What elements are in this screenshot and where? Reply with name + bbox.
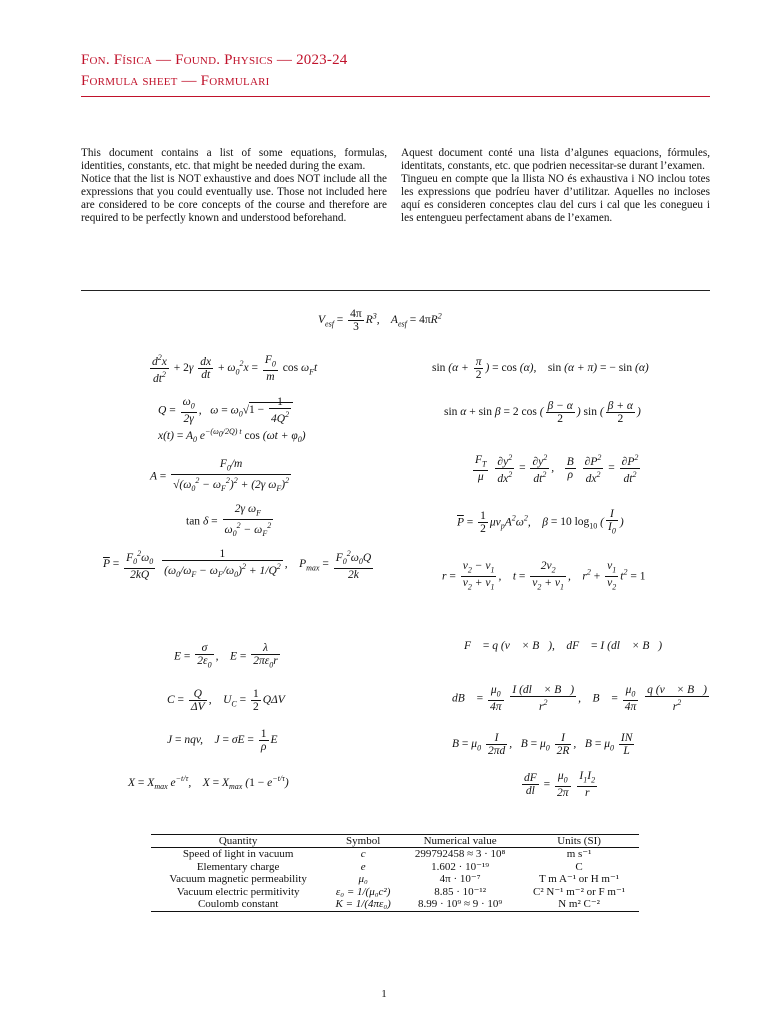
cell-symbol: K = 1/(4πε₀) [325,898,401,911]
header-quantity: Quantity [151,835,325,848]
cell-units: m s⁻¹ [566,848,592,860]
cell-symbol: μ₀ [358,873,368,886]
cell-value: 4π · 10⁻⁷ [439,873,481,886]
wave-intensity-eq: $\overline{P}$ = $\frac{1}{2}$ $\mu v_pA^2\omega^2$, β = 10 $\log_{10}$ ( $\frac{I}{I_0}$ ) [457,508,624,536]
sum-to-product-eq: sin α + sin β = 2 cos ( $\frac{\beta - \alpha}{2}$ ) sin ( $\frac{\beta + \alpha}{2}$ ) [444,400,641,425]
table-row [151,861,639,874]
intro-english [81,147,387,226]
header-symbol: Symbol [325,835,401,848]
intro-catalan-p2: Tingueu en compte que la llista NO és exhaustiva i NO inclou totes les expressions que podríeu haver d’utilitzar. Aquelles no incloses aquí es consideren conceptes clau del curs i cal que les conegueu i les entengueu perfectament abans de l’examen. [401,173,710,225]
lorentz-force-eq: F⃗ = q (v⃗ × B⃗), dF⃗ = I (dl⃗ × B⃗) [464,640,663,652]
cell-quantity: Vacuum magnetic permeability [169,873,307,886]
magnetic-field-configs-eq: $B = \mu_0$ $\frac{I}{2\pi d}$ , $B = \mu_0$ $\frac{I}{2R}$ , $B = \mu_0$ $\frac{IN}{L}$ [452,732,633,757]
parallel-wires-force-eq: $\frac{dF}{dl}$ = $\frac{\mu_0}{2\pi}$ $\frac{I_1I_2}{r}$ [524,770,596,800]
power-eq: $\overline{P}$ = $\frac{F_0^2\omega_0}{2kQ}$ $\frac{1}{(\omega_0/\omega_F - \omega_F/\omega_0)^2 + 1/Q^2}$ , $P_{max}$ = $\frac{F_0^2\omega_0Q}{2k}$ [103,548,372,582]
rc-transient-eq: $X = X_{max}$ $e^{-t/\tau}$, $X = X_{max}$ $(1 - e^{-t/\tau})$ [128,774,289,792]
biot-savart-eq: dB⃗ = $\frac{\mu_0}{4\pi}$ $\frac{I (dl⃗ \times B⃗)}{r^2}$ , B⃗ = $\frac{\mu_0}{4\pi}$ $\frac{q (v⃗ \times B⃗)}{r^2}$ [452,684,707,714]
cell-units: C² N⁻¹ m⁻² or F m⁻¹ [533,885,626,898]
cell-value: 8.99 · 10⁹ ≈ 9 · 10⁹ [401,898,519,911]
intro-catalan [401,147,710,226]
table-row [151,848,639,861]
table-row [151,873,639,886]
section-rule [81,290,710,291]
capacitance-eq: C = $\frac{Q}{\Delta V}$ , $U_C$ = $\frac{1}{2}$ QΔV [167,688,285,713]
cell-symbol: c [360,848,366,860]
header-value: Numerical value [401,835,519,848]
document-header [81,50,711,92]
table-header-row [151,835,639,848]
intro-english-p1: This document contains a list of some equations, formulas, identities, constants, etc. that might be needed during the exam. [81,147,387,173]
cell-quantity: Vacuum electric permitivity [176,885,300,898]
cell-value: 8.85 · 10⁻¹² [434,885,487,898]
cell-units: C [575,860,583,873]
cell-value: 1.602 · 10⁻¹⁹ [431,860,490,873]
electric-field-eq: E = $\frac{\sigma}{2\varepsilon_0}$ , E = $\frac{\lambda}{2\pi\varepsilon_0r}$ [174,642,278,670]
constants-table [151,834,639,912]
trig-shift-eq: sin (α + $\frac{\pi}{2}$ ) = cos (α), sin (α + π) = − sin (α) [432,356,649,381]
course-title: Fon. Física — Found. Physics — 2023-24 [81,52,348,68]
cell-quantity: Elementary charge [196,860,280,873]
cell-quantity: Coulomb constant [151,898,325,911]
cell-units: N m² C⁻² [519,898,639,911]
phase-eq: tan δ = $\frac{2\gamma \omega_F}{\omega_0^2 - \omega_F^2}$ [186,503,272,539]
intro-catalan-p1: Aquest document conté una lista d’algunes equacions, fórmules, identitats, constants, etc. que podrien necessitar-se durant l’examen. [401,147,710,173]
cell-units: T m A⁻¹ or H m⁻¹ [539,873,620,886]
amplitude-eq: A = $\frac{F_0/m}{√(\omega_0^2 - \omega_F^2)^2 + (2\gamma \omega_F)^2}$ [150,458,290,494]
wave-equation-eq: $\frac{F_T}{\mu}$ $\frac{\partial y^2}{dx^2}$ = $\frac{\partial y^2}{dt^2}$ , $\frac{B}{\rho}$ $\frac{\partial P^2}{dx^2}$ = $\frac{\partial P^2}{dt^2}$ [475,453,639,485]
cell-symbol: ε₀ = 1/(μ₀c²) [335,885,391,898]
cell-symbol: e [360,860,366,873]
table-row [151,898,639,911]
sheet-title: Formula sheet — Formulari [81,73,270,89]
damped-solution-eq: $x(t) = A_0$ $e^{-(\omega_0/2Q) t}$ $\cos (\omega t + \varphi_0)$ [158,427,306,445]
cell-value: 299792458 ≈ 3 · 10⁸ [414,848,506,860]
doppler-eq: r = $\frac{v_2 - v_1}{v_2 + v_1}$ , t = $\frac{2v_2}{v_2 + v_1}$ , $r^2$ + $\frac{v_1}{v_2}$ $t^2 = 1$ [442,560,646,592]
table-row [151,886,639,899]
header-units: Units (SI) [519,835,639,848]
current-density-eq: J = nqv, J = σE = $\frac{1}{\rho}$ E [167,728,278,753]
sphere-volume-area-eq: $V_{esf}$ = $\frac{4\pi}{3}$ $R^3$, $A_{esf} = 4\pi R^2$ [318,308,442,333]
intro-english-p2: Notice that the list is NOT exhaustive and does NOT include all the expressions that you could eventually use. Those not included here are considered to be core concepts of the course and therefore are required to be perfectly known and understood beforehand. [81,173,387,225]
page-number: 1 [381,988,387,1000]
cell-quantity: Speed of light in vacuum [182,848,294,860]
oscillator-ode-eq: $\frac{d^2x}{dt^2}$ + 2γ $\frac{dx}{dt}$ + $\omega_0^2x$ = $\frac{F_0}{m}$ $\cos \omega_Ft$ [152,353,318,385]
quality-factor-eq: Q = $\frac{\omega_0}{2\gamma}$ , $\omega = \omega_0√1$ − $\frac{1}{4Q^2}$ [158,396,293,425]
header-rule [81,96,710,97]
